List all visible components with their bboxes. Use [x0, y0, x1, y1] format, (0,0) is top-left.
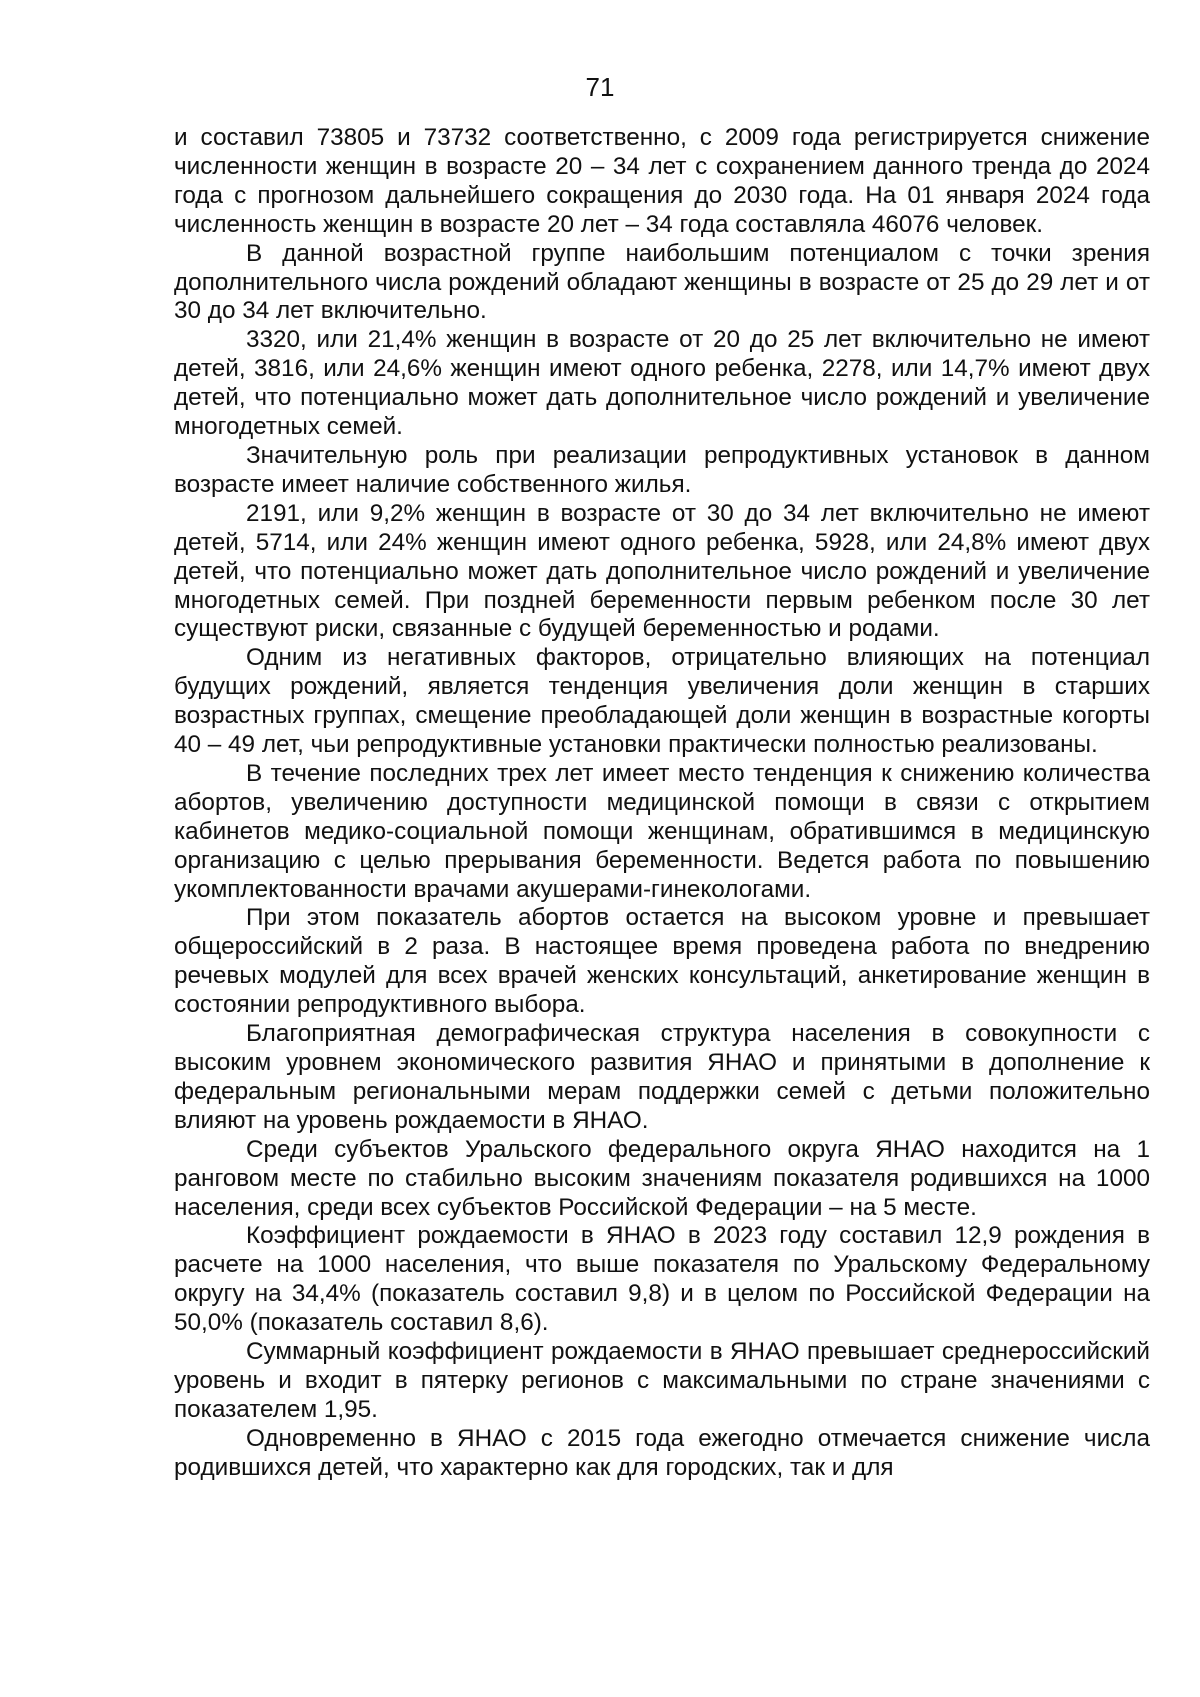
paragraph-age-20-25-stats: 3320, или 21,4% женщин в возрасте от 20 до 25 лет включительно не имеют детей, 3816, или 24,6% женщин имеют одного ребенка, 2278, или 14,7% имеют двух детей, что потенциально может дать дополнительное число рождений и увеличение многодетных семей.: [174, 326, 1150, 441]
paragraph-total-fertility: Суммарный коэффициент рождаемости в ЯНАО превышает среднероссийский уровень и входит в пятерку регионов с максимальными по стране значениями с показателем 1,95.: [174, 1338, 1150, 1423]
paragraph-birth-rate: Коэффициент рождаемости в ЯНАО в 2023 году составил 12,9 рождения в расчете на 1000 населения, что выше показателя по Уральскому Федеральному округу на 34,4% (показатель составил 9,8) и в целом по Российской Федерации на 50,0% (показатель составил 8,6).: [174, 1222, 1150, 1337]
paragraph-ural-rank: Среди субъектов Уральского федерального округа ЯНАО находится на 1 ранговом месте по стабильно высоким значениям показателя родившихся на 1000 населения, среди всех субъектов Российской Федерации – на 5 месте.: [174, 1135, 1150, 1221]
paragraph-abortion-rate: При этом показатель абортов остается на высоком уровне и превышает общероссийский в 2 раза. В настоящее время проведена работа по внедрению речевых модулей для всех врачей женских консультаций, анкетирование женщин в состоянии репродуктивного выбора.: [174, 904, 1150, 1019]
paragraph-potential-groups: В данной возрастной группе наибольшим потенциалом с точки зрения дополнительного числа рождений обладают женщины в возрасте от 25 до 29 лет и от 30 до 34 лет включительно.: [174, 239, 1150, 325]
paragraph-housing: Значительную роль при реализации репродуктивных установок в данном возрасте имеет наличие собственного жилья.: [174, 441, 1150, 498]
paragraph-demographic-structure: Благоприятная демографическая структура населения в совокупности с высоким уровнем экономического развития ЯНАО и принятыми в дополнение к федеральным региональными мерам поддержки семей с детьми положительно влияют на уровень рождаемости в ЯНАО.: [174, 1020, 1150, 1134]
paragraph-age-30-34-stats: 2191, или 9,2% женщин в возрасте от 30 до 34 лет включительно не имеют детей, 5714, или 24% женщин имеют одного ребенка, 5928, или 24,8% имеют двух детей, что потенциально может дать дополнительное число рождений и увеличение многодетных семей. При поздней беременности первым ребенком после 30 лет существуют риски, связанные с будущей беременностью и родами.: [174, 499, 1150, 643]
page-number: 71: [585, 72, 615, 102]
paragraph-negative-factors: Одним из негативных факторов, отрицательно влияющих на потенциал будущих рождений, является тенденция увеличения доли женщин в старших возрастных группах, смещение преобладающей доли женщин в возрастные когорты 40 – 49 лет, чьи репродуктивные установки практически полностью реализованы.: [174, 644, 1150, 759]
body-text: [174, 124, 1150, 1483]
paragraph-births-decline: Одновременно в ЯНАО с 2015 года ежегодно отмечается снижение числа родившихся детей, что характерно как для городских, так и для: [174, 1424, 1150, 1481]
paragraph-continuation: и составил 73805 и 73732 соответственно, с 2009 года регистрируется снижение численности женщин в возрасте 20 – 34 лет с сохранением данного тренда до 2024 года с прогнозом дальнейшего сокращения до 2030 года. На 01 января 2024 года численность женщин в возрасте 20 лет – 34 года составляла 46076 человек.: [174, 124, 1150, 238]
paragraph-abortion-trend: В течение последних трех лет имеет место тенденция к снижению количества абортов, увеличению доступности медицинской помощи в связи с открытием кабинетов медико-социальной помощи женщинам, обратившимся в медицинскую организацию с целью прерывания беременности. Ведется работа по повышению укомплектованности врачами акушерами-гинекологами.: [174, 759, 1150, 903]
